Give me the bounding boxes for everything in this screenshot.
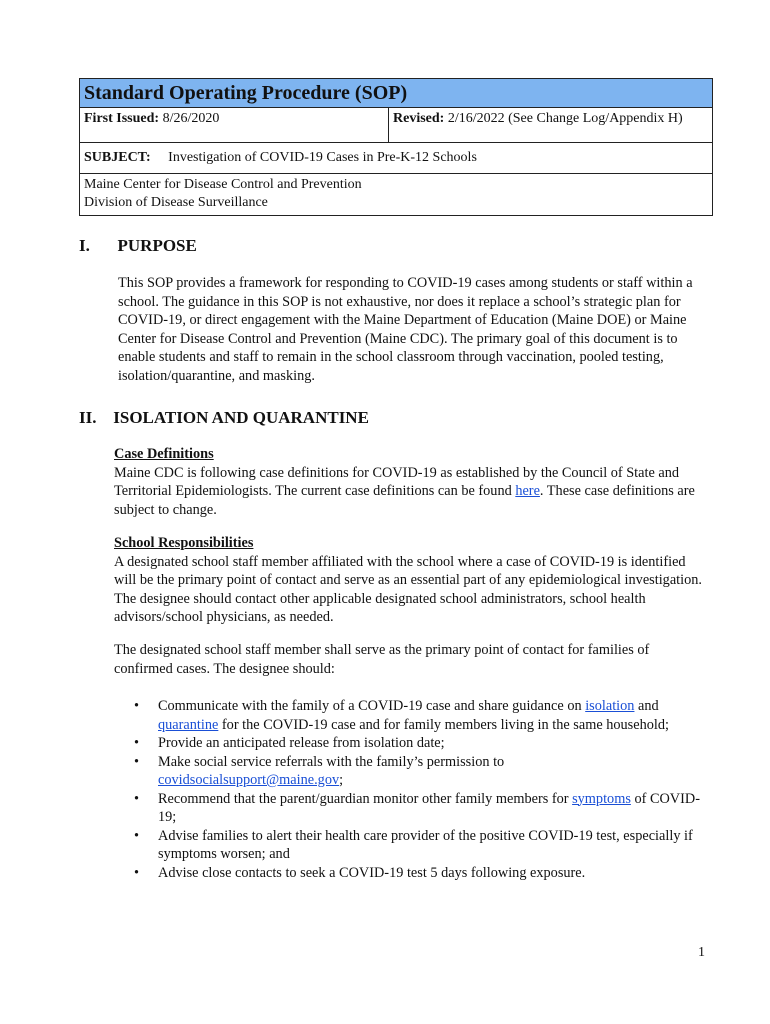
case-def-text-b: . These case definitions are subject to change. [114,483,695,518]
bullet-1-tail: for the COVID-19 case and for family members living in the same household; [218,716,669,733]
first-issued-label: First Issued: [84,111,160,126]
bullet-4-text: Recommend that the parent/guardian monitor other family members for [158,790,573,807]
case-definitions-heading: Case Definitions [114,446,214,462]
list-item [114,864,714,883]
quarantine-link[interactable]: quarantine [158,716,219,733]
covid-social-support-email-link[interactable]: covidsocialsupport@maine.gov [158,772,340,788]
organization-row [80,174,712,215]
bullet-1-and: and [634,698,659,714]
case-def-text-a: Maine CDC is following case definitions for COVID-19 as established by the Council of State and Territorial Epidemiologists. The current case definitions can be found [114,464,680,499]
section-1-heading [79,236,197,256]
symptoms-link[interactable]: symptoms [572,790,631,807]
bullet-icon: • [134,790,140,807]
bullet-4-tail: of COVID-19; [158,790,700,825]
subject-row [80,143,712,174]
list-item [114,697,714,734]
bullet-icon: • [134,827,140,844]
section-1-title: PURPOSE [117,236,197,255]
case-definitions-here-link[interactable]: here [515,483,540,499]
section-2-numeral: II. [79,408,97,427]
list-item [114,827,714,864]
section-1-numeral: I. [79,236,90,255]
revised-value: 2/16/2022 (See Change Log/Appendix H) [447,111,683,126]
bullet-2-text: Provide an anticipated release from isolation date; [158,735,445,751]
bullet-icon: • [134,698,140,714]
case-definitions-block [114,445,710,519]
sop-title: Standard Operating Procedure (SOP) [80,79,712,108]
page-number: 1 [698,945,705,960]
revised-cell [389,108,712,142]
bullet-icon: • [134,753,140,770]
sop-header-table [79,78,713,216]
designee-intro-paragraph: The designated school staff member shall serve as the primary point of contact for families of confirmed cases. The designee should: [114,642,650,677]
section-2-title: ISOLATION AND QUARANTINE [113,408,369,427]
first-issued-cell [80,108,389,142]
subject-value: Investigation of COVID-19 Cases in Pre-K-12 Schools [168,150,477,165]
list-item [114,790,714,827]
bullet-1-text: Communicate with the family of a COVID-19 case and share guidance on [158,698,586,714]
case-definitions-text [114,464,710,520]
bullet-icon: • [134,864,140,881]
school-responsibilities-text: A designated school staff member affiliated with the school where a case of COVID-19 is identified will be the primary point of contact and serve as an essential part of any epidemiological investigation. The designee should contact other applicable designated school administrators, school health advisors/school physicians, as needed. [114,553,702,625]
designee-duties-list [114,697,714,882]
bullet-3-text: Make social service referrals with the family’s permission to [158,753,505,770]
list-item [114,753,714,790]
section-2-heading [79,408,369,428]
purpose-paragraph: This SOP provides a framework for responding to COVID-19 cases among students or staff within a school. The guidance in this SOP is not exhaustive, nor does it replace a school’s strategic plan for COVID-19, or direct engagement with the Maine Department of Education (Maine DOE) or Maine Center for Disease Control and Prevention (Maine CDC). The primary goal of this document is to enable students and staff to remain in the school classroom through vaccination, pooled testing, isolation/quarantine, and masking. [118,275,693,384]
issue-dates-row [80,108,712,143]
bullet-5-text: Advise families to alert their health care provider of the positive COVID-19 test, especially if symptoms worsen; and [158,827,693,862]
isolation-link[interactable]: isolation [585,698,635,714]
org-line-2: Division of Disease Surveillance [84,195,268,210]
first-issued-value: 8/26/2020 [162,111,220,126]
bullet-3-tail: ; [339,772,344,788]
school-responsibilities-heading: School Responsibilities [114,535,254,551]
org-line-1: Maine Center for Disease Control and Prevention [84,177,362,192]
list-item [114,734,714,753]
bullet-6-text: Advise close contacts to seek a COVID-19 test 5 days following exposure. [158,864,586,881]
revised-label: Revised: [393,111,445,126]
bullet-icon: • [134,735,140,751]
school-responsibilities-block [114,534,710,627]
subject-label: SUBJECT: [84,150,151,165]
